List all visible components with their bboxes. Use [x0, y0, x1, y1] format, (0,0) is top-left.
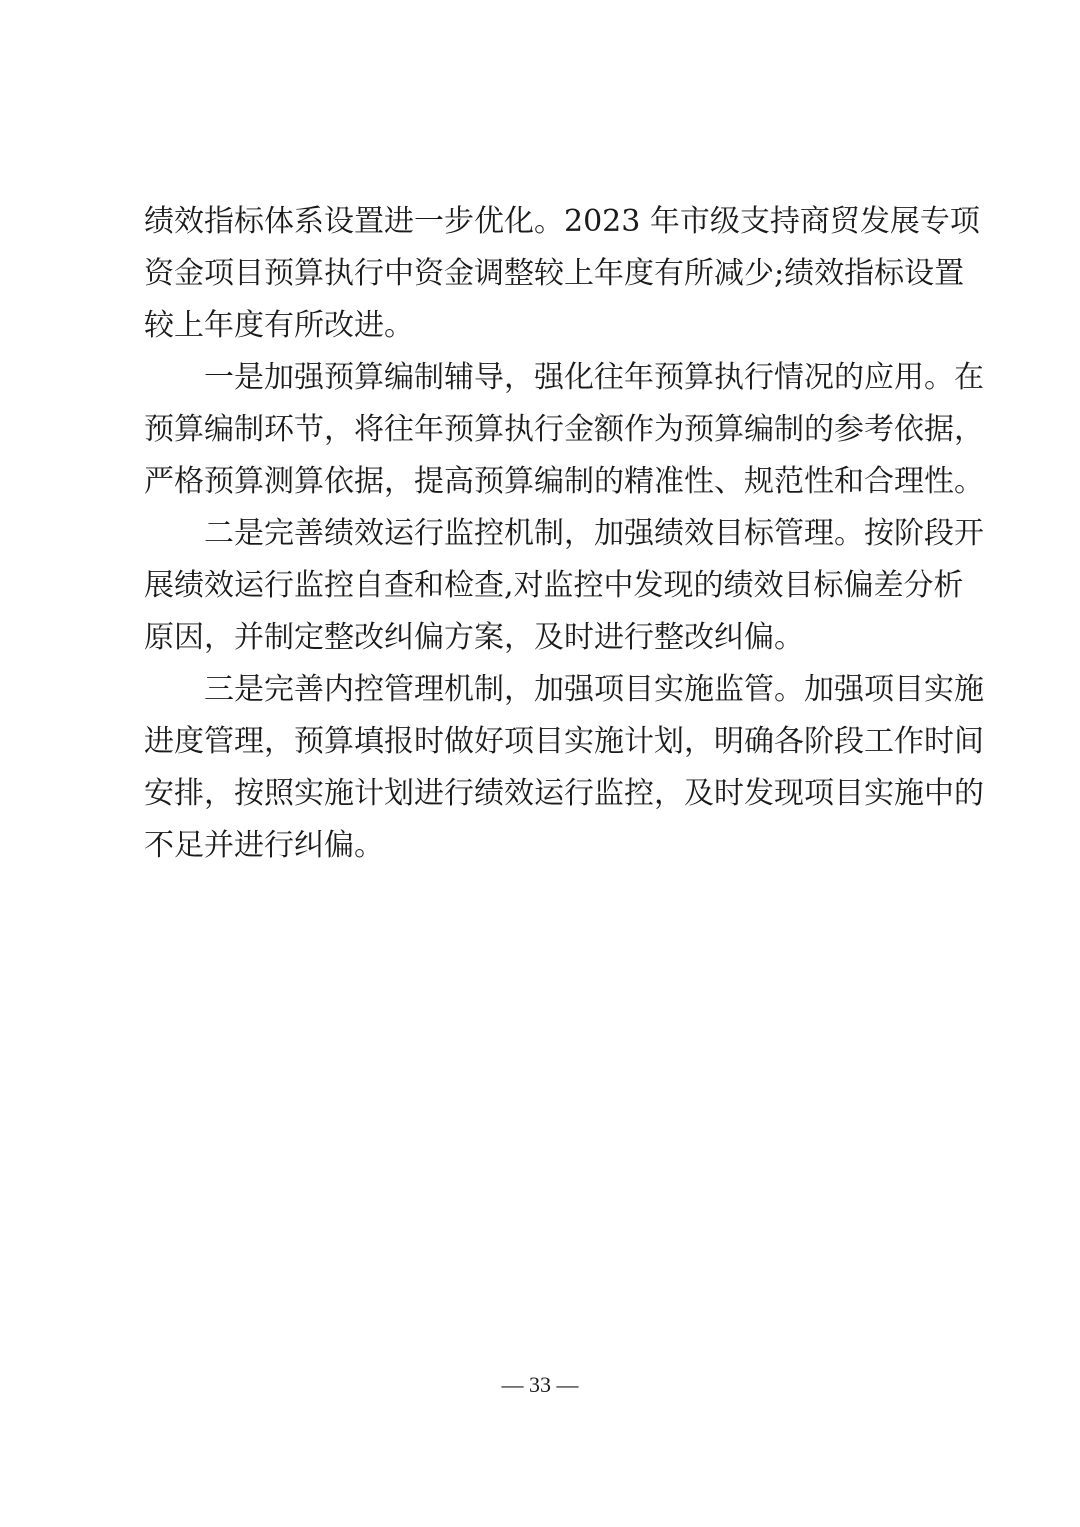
page-number: — 33 —	[501, 1372, 579, 1397]
paragraph-4-line-3: 安排，按照实施计划进行绩效运行监控，及时发现项目实施中的	[144, 776, 984, 811]
paragraph-1-line-1: 绩效指标体系设置进一步优化。2023 年市级支持商贸发展专项	[144, 204, 980, 239]
paragraph-1-line-3: 较上年度有所改进。	[144, 308, 414, 343]
paragraph-3-line-3: 原因，并制定整改纠偏方案，及时进行整改纠偏。	[144, 620, 804, 655]
paragraph-3-line-2: 展绩效运行监控自查和检查,对监控中发现的绩效目标偏差分析	[144, 568, 964, 603]
paragraph-4-line-2: 进度管理，预算填报时做好项目实施计划，明确各阶段工作时间	[144, 724, 984, 759]
paragraph-2-line-3: 严格预算测算依据，提高预算编制的精准性、规范性和合理性。	[144, 464, 984, 499]
paragraph-4-line-1: 三是完善内控管理机制，加强项目实施监管。加强项目实施	[204, 672, 984, 707]
paragraph-4-line-4: 不足并进行纠偏。	[144, 828, 384, 863]
paragraph-2-line-2: 预算编制环节，将往年预算执行金额作为预算编制的参考依据，	[144, 412, 984, 447]
paragraph-1-line-2: 资金项目预算执行中资金调整较上年度有所减少;绩效指标设置	[144, 256, 965, 291]
paragraph-3-line-1: 二是完善绩效运行监控机制，加强绩效目标管理。按阶段开	[204, 516, 984, 551]
body-text	[144, 196, 984, 872]
paragraph-2-line-1: 一是加强预算编制辅导，强化往年预算执行情况的应用。在	[204, 360, 984, 395]
